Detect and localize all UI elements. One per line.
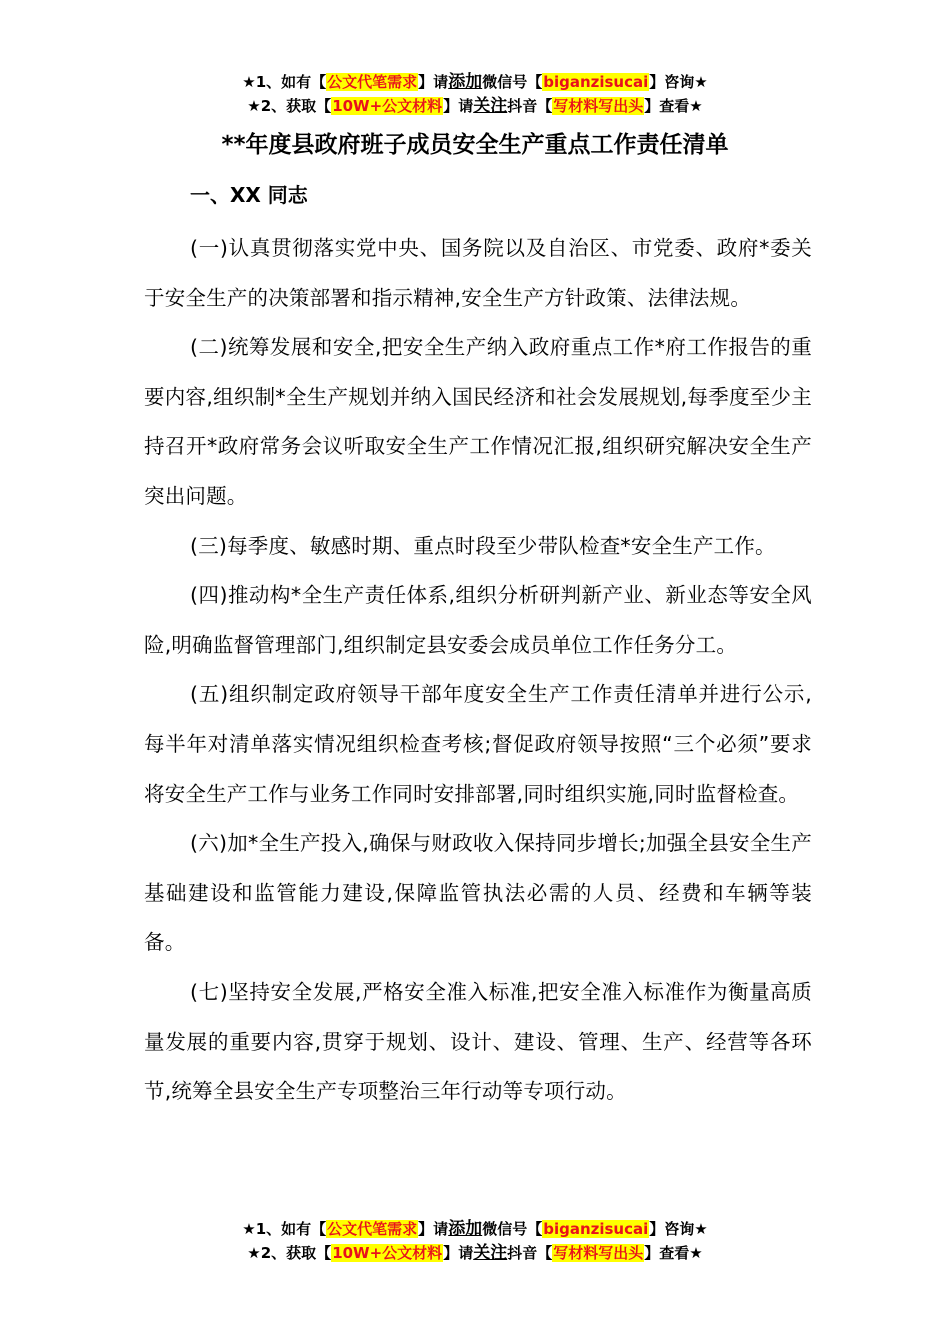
promo-highlight: 10W+公文材料 bbox=[332, 1244, 443, 1262]
promo-highlight-wechat-id: biganzisucai bbox=[543, 1220, 649, 1238]
promo-highlight: 公文代笔需求 bbox=[327, 1220, 418, 1238]
paragraph: (三)每季度、敏感时期、重点时段至少带队检查*安全生产工作。 bbox=[190, 533, 776, 558]
promo-text: 】咨询★ bbox=[649, 1220, 708, 1238]
paragraph: (二)统筹发展和安全,把安全生产纳入政府重点工作*府工作报告的重要内容,组织制*全生产规划并纳入国民经济和社会发展规划,每季度至少主持召开*政府常务会议听取安全生产工作情况汇报,组织研究解决安全生产突出问题。 bbox=[144, 335, 812, 508]
promo-highlight: 公文代笔需求 bbox=[327, 73, 418, 91]
promo-text: ★2、获取【 bbox=[247, 97, 332, 115]
promo-text: 微信号【 bbox=[482, 73, 543, 91]
promo-emphasis: 添加 bbox=[448, 1219, 483, 1239]
promo-emphasis: 添加 bbox=[448, 72, 483, 92]
promo-text: ★1、如有【 bbox=[242, 73, 327, 91]
promo-line-1 bbox=[0, 1217, 950, 1241]
promo-text: 】请 bbox=[418, 73, 449, 91]
promo-emphasis: 关注 bbox=[473, 1243, 508, 1263]
promo-text: 抖音【 bbox=[507, 97, 553, 115]
promo-highlight-douyin-account: 写材料写出头 bbox=[553, 1244, 644, 1262]
promo-text: ★1、如有【 bbox=[242, 1220, 327, 1238]
promo-line-1 bbox=[0, 70, 950, 94]
promo-text: 】请 bbox=[418, 1220, 449, 1238]
section-heading: 一、XX 同志 bbox=[190, 183, 308, 207]
promo-highlight-wechat-id: biganzisucai bbox=[543, 73, 649, 91]
promo-emphasis: 关注 bbox=[473, 96, 508, 116]
paragraph: (四)推动构*全生产责任体系,组织分析研判新产业、新业态等安全风险,明确监督管理部门,组织制定县安委会成员单位工作任务分工。 bbox=[144, 583, 812, 657]
promo-banner-bottom bbox=[0, 1217, 950, 1265]
promo-text: 】请 bbox=[443, 97, 474, 115]
promo-text: ★2、获取【 bbox=[247, 1244, 332, 1262]
promo-line-2 bbox=[0, 94, 950, 118]
promo-highlight: 10W+公文材料 bbox=[332, 97, 443, 115]
paragraph: (五)组织制定政府领导干部年度安全生产工作责任清单并进行公示,每半年对清单落实情况组织检查考核;督促政府领导按照“三个必须”要求将安全生产工作与业务工作同时安排部署,同时组织实施,同时监督检查。 bbox=[144, 682, 812, 806]
document-body bbox=[144, 224, 812, 1117]
document-title: **年度县政府班子成员安全生产重点工作责任清单 bbox=[221, 132, 729, 158]
paragraph: (六)加*全生产投入,确保与财政收入保持同步增长;加强全县安全生产基础建设和监管能力建设,保障监管执法必需的人员、经费和车辆等装备。 bbox=[144, 831, 812, 955]
promo-text: 】查看★ bbox=[644, 1244, 703, 1262]
paragraph: (一)认真贯彻落实党中央、国务院以及自治区、市党委、政府*委关于安全生产的决策部署和指示精神,安全生产方针政策、法律法规。 bbox=[144, 236, 812, 310]
promo-highlight-douyin-account: 写材料写出头 bbox=[553, 97, 644, 115]
promo-text: 】咨询★ bbox=[649, 73, 708, 91]
promo-line-2 bbox=[0, 1241, 950, 1265]
promo-text: 】查看★ bbox=[644, 97, 703, 115]
promo-text: 】请 bbox=[443, 1244, 474, 1262]
promo-banner-top bbox=[0, 70, 950, 118]
promo-text: 微信号【 bbox=[482, 1220, 543, 1238]
promo-text: 抖音【 bbox=[507, 1244, 553, 1262]
paragraph: (七)坚持安全发展,严格安全准入标准,把安全准入标准作为衡量高质量发展的重要内容,贯穿于规划、设计、建设、管理、生产、经营等各环节,统筹全县安全生产专项整治三年行动等专项行动。 bbox=[144, 979, 812, 1104]
